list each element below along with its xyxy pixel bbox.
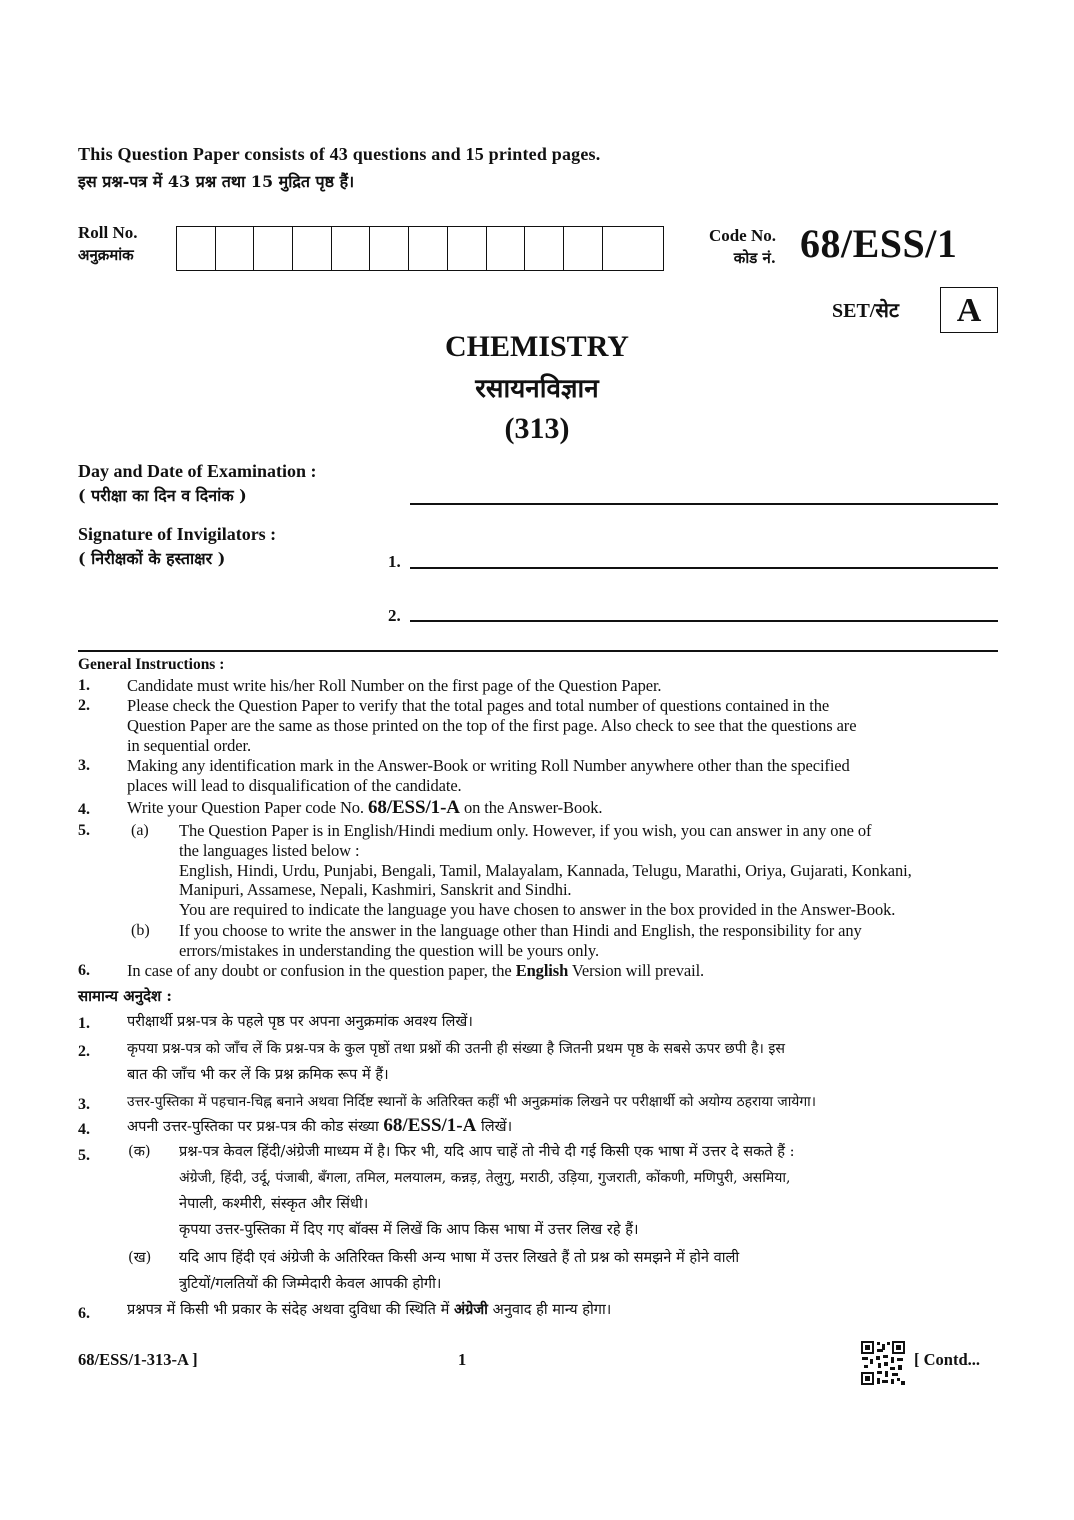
footer-paper-code: 68/ESS/1-313-A ] [78,1350,198,1369]
divider [78,650,998,652]
set-label: SET/सेट [832,300,899,322]
instruction-line: नेपाली, कश्मीरी, संस्कृत और सिंधी। [179,1195,369,1212]
instruction-line: अंग्रेजी, हिंदी, उर्दू, पंजाबी, बँगला, तमिल, मलयालम, कन्नड़, तेलुगु, मराठी, उड़िया, गुजराती, कोंकणी, मणिपुरी, असमिया, [179,1170,791,1186]
code-number: 68/ESS/1 [800,221,958,266]
instruction-line: If you choose to write the answer in the language other than Hindi and English, the responsibility for any [179,921,862,940]
instruction-line: English, Hindi, Urdu, Punjabi, Bengali, Tamil, Malayalam, Kannada, Telugu, Marathi, Oriya, Gujarati, Konkani, [179,860,912,880]
instruction-text: In case of any doubt or confusion in the question paper, the [127,961,512,980]
instruction-line: कृपया प्रश्न-पत्र को जाँच लें कि प्रश्न-पत्र के कुल पृष्ठों तथा प्रश्नों की उतनी ही संख्या है जितनी प्रथम पृष्ठ के सबसे ऊपर छपी है। इस [127,1041,785,1057]
instruction-number: 2. [78,697,90,714]
instruction-line: त्रुटियों/गलतियों की जिम्मेदारी केवल आपकी होगी। [179,1275,442,1292]
instruction-number: 1. [78,1015,90,1032]
roll-box[interactable] [370,227,409,270]
instruction-text: Write your Question Paper code No. [127,798,364,817]
signature-label-en: Signature of Invigilators : [78,524,277,544]
instruction-number: 5. [78,822,90,839]
roll-box[interactable] [564,227,603,270]
roll-label-hi: अनुक्रमांक [78,246,134,264]
instruction-6-en [127,961,998,981]
instruction-line: in sequential order. [127,735,252,755]
instruction-number: 5. [78,1147,90,1164]
signature-1-number: 1. [388,552,401,571]
signature-1-line[interactable] [410,567,998,569]
paper-code-inline: 68/ESS/1-A [383,1115,477,1136]
subject-title-en: CHEMISTRY [445,330,629,363]
instruction-line: errors/mistakes in understanding the question will be yours only. [179,940,599,960]
instruction-1-en: Candidate must write his/her Roll Number on the first page of the Question Paper. [127,676,662,695]
code-label-en: Code No. [708,226,776,245]
roll-box[interactable] [448,227,487,270]
instruction-sublabel: (b) [131,922,150,939]
paper-code-inline: 68/ESS/1-A [368,797,460,818]
instruction-2-en [127,696,998,755]
roll-box[interactable] [177,227,216,270]
roll-box[interactable] [293,227,332,270]
instruction-text: Version will prevail. [571,961,705,980]
continued-label: [ Contd... [914,1350,981,1369]
signature-label-hi: ( निरीक्षकों के हस्ताक्षर ) [78,549,226,568]
roll-box[interactable] [525,227,564,270]
instruction-number: 3. [78,757,90,774]
instruction-5b-en [179,921,998,961]
roll-label-en: Roll No. [78,223,138,242]
instruction-line: Manipuri, Assamese, Nepali, Kashmiri, Sanskrit and Sindhi. [179,880,572,900]
date-label-hi: ( परीक्षा का दिन व दिनांक ) [78,486,247,505]
instruction-line: Please check the Question Paper to verify that the total pages and total number of questions contained in the [127,696,830,715]
instruction-line: the languages listed below : [179,840,360,860]
pages-info-en: This Question Paper consists of 43 questions and 15 printed pages. [78,144,601,164]
instruction-number: 6. [78,962,90,979]
roll-box[interactable] [332,227,371,270]
instruction-number: 4. [78,801,90,818]
instruction-5b-hi [179,1245,998,1297]
instruction-line: You are required to indicate the language you have chosen to answer in the box provided in the Answer-Book. [179,900,896,920]
instruction-6-hi [127,1297,998,1323]
instruction-line: The Question Paper is in English/Hindi medium only. However, if you wish, you can answer in any one of [179,821,872,840]
subject-title-hi: रसायनविज्ञान [475,374,599,404]
instruction-3-hi: उत्तर-पुस्तिका में पहचान-चिह्न बनाने अथवा निर्दिष्ट स्थानों के अतिरिक्त कहीं भी अनुक्रमांक लिखने पर परीक्षार्थी को अयोग्य ठहराया जायेगा। [127,1094,817,1110]
roll-box[interactable] [603,227,642,270]
signature-2-line[interactable] [410,620,998,622]
roll-label [78,222,138,266]
instruction-4-en [127,798,998,818]
signature-2-number: 2. [388,606,401,625]
instruction-number: 3. [78,1096,90,1113]
instruction-5a-en [179,821,998,920]
date-label-en: Day and Date of Examination : [78,461,317,481]
instruction-line: यदि आप हिंदी एवं अंग्रेजी के अतिरिक्त किसी अन्य भाषा में उत्तर लिखते हैं तो प्रश्न को समझने में होने वाली [179,1249,740,1266]
instruction-text: अनुवाद ही मान्य होगा। [492,1301,612,1318]
page-number: 1 [458,1350,467,1369]
instruction-line: places will lead to disqualification of the candidate. [127,775,462,795]
instruction-text: on the Answer-Book. [463,798,603,817]
qr-code-icon [860,1340,906,1386]
code-label [680,225,776,269]
instruction-sublabel: (ख) [128,1249,152,1266]
roll-box[interactable] [487,227,526,270]
set-box: A [940,287,998,333]
instruction-line: कृपया उत्तर-पुस्तिका में दिए गए बॉक्स में लिखें कि आप किस भाषा में उत्तर लिख रहे हैं। [179,1221,639,1238]
instruction-emphasis: English [515,961,569,980]
roll-box[interactable] [409,227,448,270]
instruction-line: Question Paper are the same as those printed on the top of the first page. Also check to see that the questions are [127,715,857,735]
instruction-4-hi [127,1113,998,1140]
roll-box[interactable] [216,227,255,270]
instruction-sublabel: (क) [128,1143,151,1160]
instruction-2-hi [127,1036,998,1088]
instruction-text: प्रश्नपत्र में किसी भी प्रकार के संदेह अथवा दुविधा की स्थिति में [127,1301,450,1318]
instruction-sublabel: (a) [131,822,149,839]
instruction-1-hi: परीक्षार्थी प्रश्न-पत्र के पहले पृष्ठ पर अपना अनुक्रमांक अवश्य लिखें। [127,1013,473,1030]
instruction-line: प्रश्न-पत्र केवल हिंदी/अंग्रेजी माध्यम में है। फिर भी, यदि आप चाहें तो नीचे दी गई किसी एक भाषा में उत्तर दे सकते हैं : [179,1143,795,1160]
code-label-hi: कोड नं. [733,249,776,267]
instruction-number: 4. [78,1121,90,1138]
instructions-heading-hi: सामान्य अनुदेश : [78,987,172,1005]
instruction-5a-hi [179,1139,998,1243]
instruction-emphasis: अंग्रेजी [453,1301,488,1318]
instruction-text: अपनी उत्तर-पुस्तिका पर प्रश्न-पत्र की कोड संख्या [127,1118,379,1135]
instruction-number: 1. [78,677,90,694]
roll-box[interactable] [254,227,293,270]
date-field-line[interactable] [410,503,998,505]
pages-info-hi: इस प्रश्न-पत्र में 43 प्रश्न तथा 15 मुद्रित पृष्ठ हैं। [78,172,355,191]
instruction-text: लिखें। [480,1118,513,1135]
subject-code: (313) [504,412,570,445]
instruction-line: बात की जाँच भी कर लें कि प्रश्न क्रमिक रूप में हैं। [127,1066,389,1083]
instruction-number: 6. [78,1305,90,1322]
roll-number-boxes[interactable] [176,226,664,271]
instruction-line: Making any identification mark in the Answer-Book or writing Roll Number anywhere other than the specified [127,756,850,775]
instructions-heading-en: General Instructions : [78,656,225,673]
instruction-number: 2. [78,1043,90,1060]
instruction-3-en [127,756,998,796]
